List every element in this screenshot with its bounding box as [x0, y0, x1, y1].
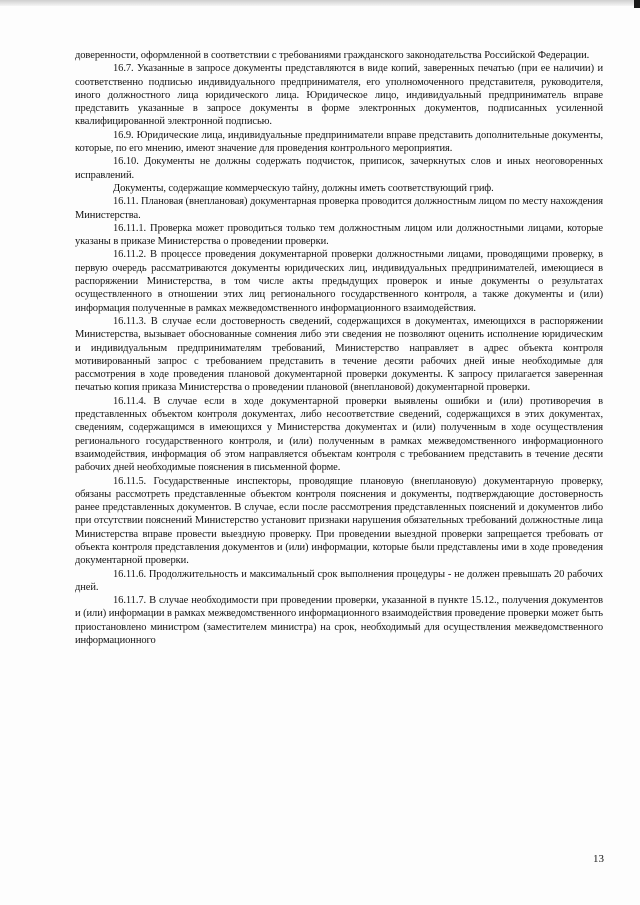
paragraph-16-11-7: 16.11.7. В случае необходимости при проведении проверки, указанной в пункте 15.12., получения документов и (или) информации в рамках межведомственного информационного взаимодействия проведение проверки может быть приостановлено министром (заместителем министра) на срок, необходимый для осуществления межведомственного информационного: [75, 595, 603, 647]
scan-corner-mark: [634, 0, 640, 8]
paragraph-continuation: доверенности, оформленной в соответствии с требованиями гражданского законодательства Российской Федерации.: [75, 50, 590, 61]
paragraph-16-11-3: 16.11.3. В случае если достоверность сведений, содержащихся в документах, имеющихся в распоряжении Министерства, вызывает обоснованные сомнения либо эти сведения не позволяют оценить исполнение юридическим и индивидуальным предпринимателям требований, Министерство направляет в адрес объекта контроля мотивированный запрос с требованием представить в течение десяти рабочих дней иные необходимые для рассмотрения в ходе проведения плановой документарной проверки документы. К запросу прилагается заверенная печатью копия приказа Министерства о проведении плановой (внеплановой) документарной проверки.: [75, 315, 603, 394]
paragraph-16-11-1: 16.11.1. Проверка может проводиться только тем должностным лицом или должностными лицами, которые указаны в приказе Министерства о проведении проверки.: [75, 222, 603, 248]
paragraph-16-11: 16.11. Плановая (внеплановая) документарная проверка проводится должностным лицом по месту нахождения Министерства.: [75, 196, 603, 221]
page-number: 13: [593, 853, 604, 865]
scan-top-edge: [0, 0, 640, 6]
paragraph-commercial-secret: Документы, содержащие коммерческую тайну, должны иметь соответствующий гриф.: [113, 182, 494, 194]
paragraph-16-10: 16.10. Документы не должны содержать подчисток, приписок, зачеркнутых слов и иных неоговоренных исправлений.: [75, 156, 603, 181]
paragraph-16-11-4: 16.11.4. В случае если в ходе документарной проверки выявлены ошибки и (или) противоречия в представленных объектом контроля документах, либо несоответствие сведений, содержащихся в этих документах, сведениям, содержащимся в имеющихся у Министерства документах и (или) полученным в ходе осуществления регионального государственного контроля, и (или) полученным в рамках межведомственного информационного взаимодействия, информация об этом направляется объектам контроля с требованием представить в течение десяти рабочих дней необходимые пояснения в письменной форме.: [75, 395, 603, 474]
paragraph-16-7: 16.7. Указанные в запросе документы представляются в виде копий, заверенных печатью (при ее наличии) и соответственно подписью индивидуального предпринимателя, его уполномоченного представителя, руководителя, иного должностного лица юридического лица. Юридическое лицо, индивидуальный предприниматель вправе представить указанные в запросе документы в форме электронных документов, подписанных усиленной квалифицированной электронной подписью.: [75, 63, 603, 128]
paragraph-16-11-2: 16.11.2. В процессе проведения документарной проверки должностными лицами, проводящими проверку, в первую очередь рассматриваются документы юридических лиц, индивидуальных предпринимателей, имеющиеся в распоряжении Министерства, в том числе акты предыдущих проверок и иные документы о результатах осуществленного в отношении этих лиц регионального государственного контроля, а также документы и (или) информация полученные в рамках межведомственного информационного взаимодействия.: [75, 249, 603, 314]
paragraph-16-9: 16.9. Юридические лица, индивидуальные предприниматели вправе представить дополнительные документы, которые, по его мнению, имеют значение для проведения контрольного мероприятия.: [75, 129, 603, 155]
paragraph-16-11-6: 16.11.6. Продолжительность и максимальный срок выполнения процедуры - не должен превышать 20 рабочих дней.: [75, 568, 603, 593]
paragraph-16-11-5: 16.11.5. Государственные инспекторы, проводящие плановую (внеплановую) документарную проверку, обязаны рассмотреть представленные объектом контроля пояснения и документы, подтверждающие достоверность ранее представленных документов. В случае, если после рассмотрения представленных пояснений и документов либо при отсутствии пояснений Министерство установит признаки нарушения обязательных требований должностные лица Министерства вправе провести выездную проверку. При проведении выездной проверки запрещается требовать от объекта контроля представления документов и (или) информации, которые были представлены ими в ходе проведения документарной проверки.: [75, 475, 603, 567]
document-body: [75, 49, 603, 647]
